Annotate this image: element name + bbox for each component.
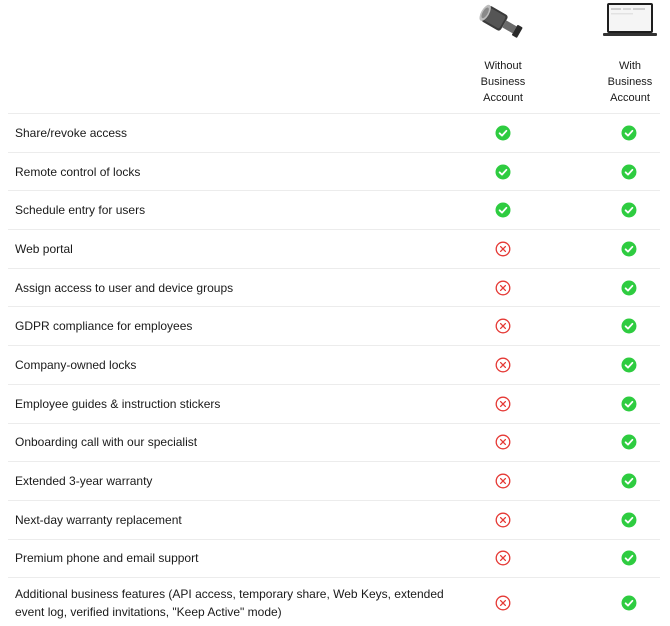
- table-row: [8, 190, 660, 229]
- check-icon: [495, 164, 511, 180]
- feature-label: Web portal: [15, 241, 73, 256]
- check-icon: [495, 125, 511, 141]
- check-icon: [495, 202, 511, 218]
- label-line: With: [619, 60, 641, 72]
- check-icon: [621, 512, 637, 528]
- feature-label: Next-day warranty replacement: [15, 512, 182, 527]
- check-icon: [621, 202, 637, 218]
- check-icon: [621, 318, 637, 334]
- check-icon: [621, 357, 637, 373]
- feature-label: Share/revoke access: [15, 125, 128, 140]
- column-label-with: [580, 58, 670, 106]
- cross-icon: [495, 512, 511, 528]
- label-line: Business: [607, 76, 653, 88]
- check-icon: [621, 280, 637, 296]
- cross-icon: [495, 550, 511, 566]
- cross-icon: [495, 280, 511, 296]
- table-row: [8, 500, 660, 539]
- check-icon: [621, 396, 637, 412]
- cross-icon: [495, 396, 511, 412]
- feature-label: Employee guides & instruction stickers: [15, 396, 221, 411]
- label-line: Account: [483, 92, 523, 104]
- comparison-header: [0, 0, 670, 113]
- table-row: [8, 461, 660, 500]
- table-row: [8, 539, 660, 578]
- feature-label: Onboarding call with our specialist: [15, 435, 198, 450]
- feature-label: GDPR compliance for employees: [15, 319, 193, 334]
- check-icon: [621, 125, 637, 141]
- label-line: Without: [484, 60, 522, 72]
- check-icon: [621, 550, 637, 566]
- check-icon: [621, 473, 637, 489]
- feature-label: Extended 3-year warranty: [15, 474, 153, 489]
- table-row: [8, 306, 660, 345]
- feature-label: Company-owned locks: [15, 357, 137, 372]
- cross-icon: [495, 595, 511, 611]
- check-icon: [621, 434, 637, 450]
- feature-label: Premium phone and email support: [15, 551, 199, 566]
- cross-icon: [495, 318, 511, 334]
- table-row: [8, 384, 660, 423]
- feature-label: Remote control of locks: [15, 164, 141, 179]
- table-row: [8, 268, 660, 307]
- table-row: [8, 229, 660, 268]
- feature-label: Schedule entry for users: [15, 203, 146, 218]
- check-icon: [621, 164, 637, 180]
- feature-comparison-table: [8, 113, 660, 626]
- check-icon: [621, 595, 637, 611]
- label-line: Account: [610, 92, 650, 104]
- smart-lock-icon: [453, 0, 553, 48]
- column-label-without: [453, 58, 553, 106]
- table-row: [8, 345, 660, 384]
- cross-icon: [495, 241, 511, 257]
- laptop-portal-icon: [580, 0, 670, 48]
- table-row: [8, 577, 660, 626]
- label-line: Business: [480, 76, 526, 88]
- column-without-business: [453, 0, 553, 106]
- check-icon: [621, 241, 637, 257]
- cross-icon: [495, 434, 511, 450]
- feature-label: Assign access to user and device groups: [15, 280, 234, 295]
- table-row: [8, 423, 660, 462]
- feature-label: Additional business features (API access, temporary share, Web Keys, extended event log, verified invitations, "Keep Active" mode): [15, 586, 444, 619]
- table-row: [8, 113, 660, 152]
- table-row: [8, 152, 660, 191]
- cross-icon: [495, 473, 511, 489]
- column-with-business: [580, 0, 670, 106]
- cross-icon: [495, 357, 511, 373]
